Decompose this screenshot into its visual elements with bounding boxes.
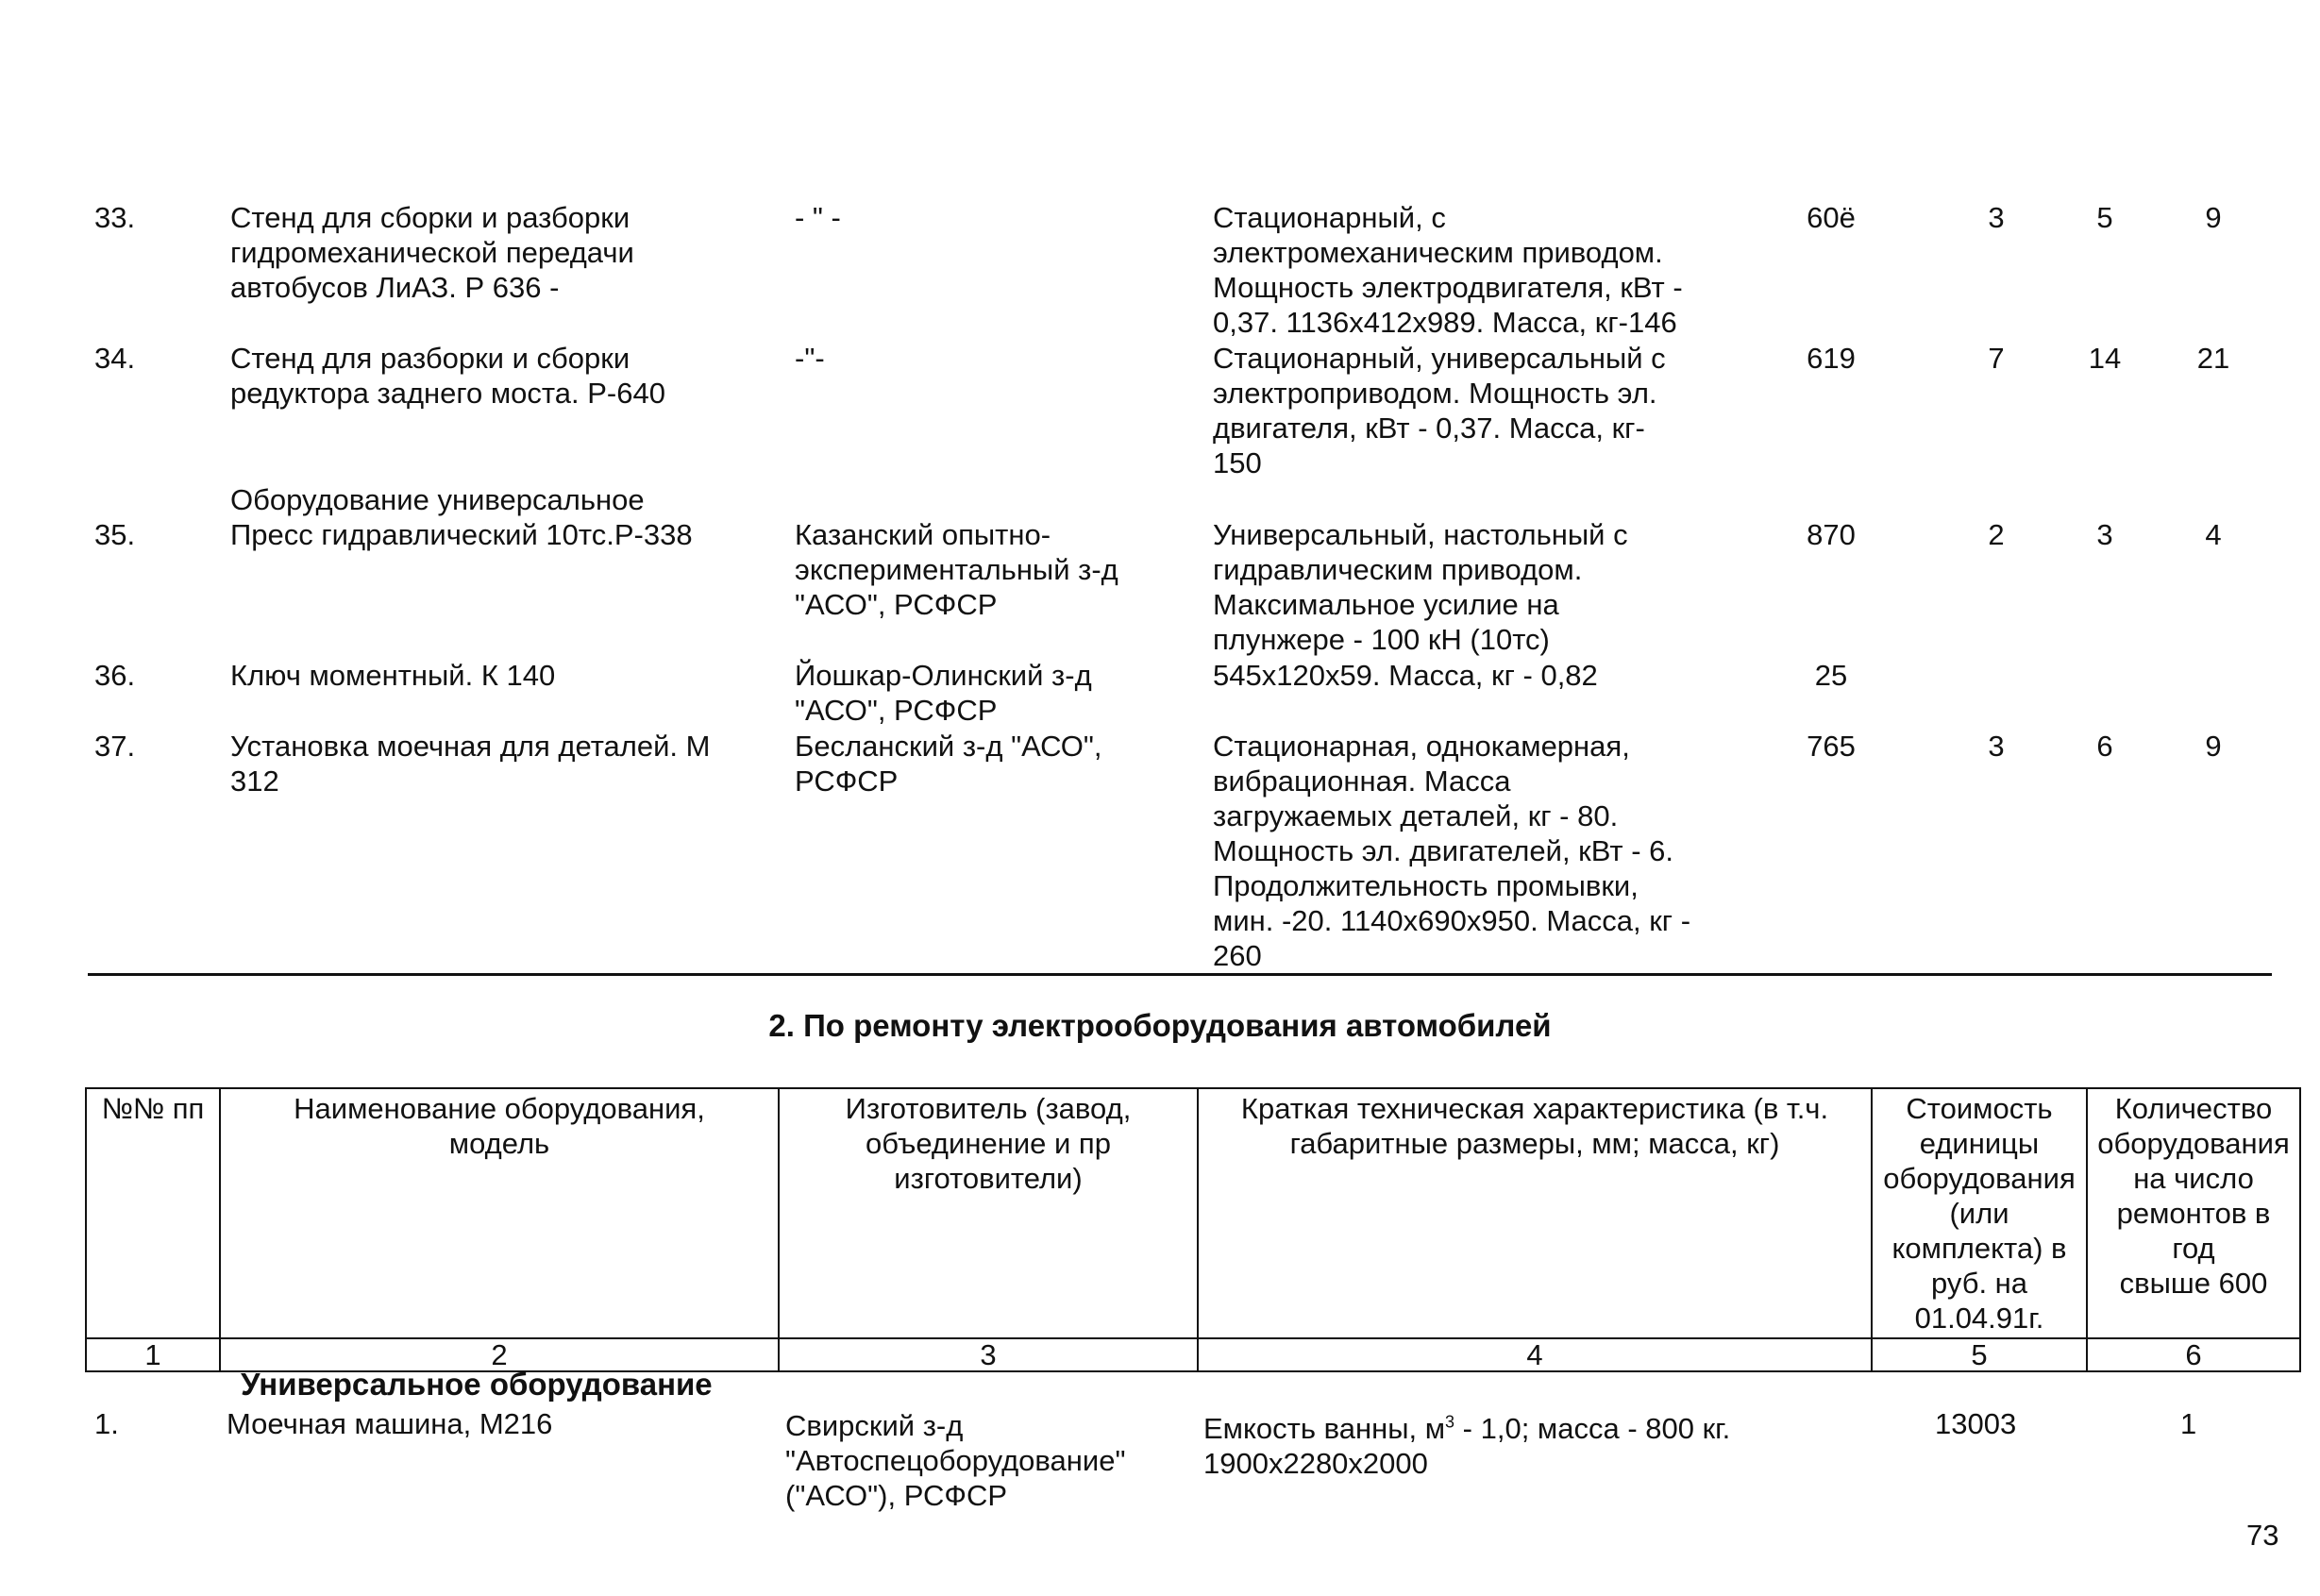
- spec-superscript: 3: [1445, 1412, 1455, 1432]
- section-title: 2. По ремонту электрооборудования автомобилей: [768, 1008, 1552, 1043]
- quantity-2: 6: [2096, 730, 2113, 763]
- manufacturer: Свирский з-д "Автоспецоборудование" ("АСО"), РСФСР: [785, 1409, 1126, 1512]
- row-number: 33.: [94, 201, 136, 234]
- row-number: 36.: [94, 659, 136, 692]
- spec-text: - 1,0; масса - 800 кг. 1900x2280x2000: [1203, 1412, 1731, 1480]
- manufacturer: Казанский опытно- экспериментальный з-д "АСО", РСФСР: [795, 518, 1118, 621]
- unit-cost: 619: [1807, 342, 1856, 375]
- header-manufacturer: Изготовитель (завод, объединение и пр изготовители): [779, 1088, 1198, 1338]
- header-quantity: Количество оборудования на число ремонтов в год свыше 600: [2087, 1088, 2300, 1338]
- equipment-name: Установка моечная для деталей. М 312: [230, 730, 711, 798]
- column-number: 2: [220, 1338, 779, 1371]
- unit-cost: 60ё: [1807, 201, 1856, 234]
- equipment-name: Ключ моментный. К 140: [230, 659, 556, 692]
- quantity-1: 3: [1988, 730, 2005, 763]
- header-specification: Краткая техническая характеристика (в т.ч. габаритные размеры, мм; масса, кг): [1198, 1088, 1872, 1338]
- unit-cost: 870: [1807, 518, 1856, 551]
- quantity-2: 5: [2096, 201, 2113, 234]
- manufacturer: Йошкар-Олинский з-д "АСО", РСФСР: [795, 659, 1092, 727]
- specification: Стационарный, с электромеханическим приводом. Мощность электродвигателя, кВт - 0,37. 1136x412x989. Масса, кг-146: [1213, 201, 1683, 339]
- header-cost: Стоимость единицы оборудования (или комплекта) в руб. на 01.04.91г.: [1872, 1088, 2087, 1338]
- header-name: Наименование оборудования, модель: [220, 1088, 779, 1338]
- quantity-3: 4: [2205, 518, 2222, 551]
- spec-text: Емкость ванны, м: [1203, 1412, 1446, 1445]
- header-row: [86, 1088, 2300, 1338]
- quantity-1: 3: [1988, 201, 2005, 234]
- universal-equipment-heading: Оборудование универсальное: [230, 483, 645, 516]
- column-number: 3: [779, 1338, 1198, 1371]
- equipment-name: Моечная машина, М216: [227, 1407, 553, 1440]
- quantity-2: 14: [2088, 342, 2122, 375]
- unit-cost: 765: [1807, 730, 1856, 763]
- quantity-2: 3: [2096, 518, 2113, 551]
- manufacturer: -"-: [795, 342, 825, 375]
- manufacturer: - " -: [795, 201, 841, 234]
- quantity-3: 9: [2205, 201, 2222, 234]
- page-number: 73: [2246, 1519, 2279, 1552]
- equipment-name: Стенд для разборки и сборки редуктора заднего моста. Р-640: [230, 342, 665, 410]
- row-number: 34.: [94, 342, 136, 375]
- row-number: 35.: [94, 518, 136, 551]
- quantity-3: 9: [2205, 730, 2222, 763]
- row-number: 37.: [94, 730, 136, 763]
- column-number: 5: [1872, 1338, 2087, 1371]
- manufacturer: Бесланский з-д "АСО", РСФСР: [795, 730, 1102, 798]
- unit-cost: 13003: [1935, 1407, 2017, 1440]
- equipment-name: Пресс гидравлический 10тс.Р-338: [230, 518, 693, 551]
- unit-cost: 25: [1814, 659, 1848, 692]
- header-number: №№ пп: [86, 1088, 220, 1338]
- specification: [1203, 1411, 1730, 1481]
- group-title: Универсальное оборудование: [241, 1367, 713, 1402]
- equipment-name: Стенд для сборки и разборки гидромеханической передачи автобусов ЛиАЗ. Р 636 -: [230, 201, 634, 304]
- column-number: 4: [1198, 1338, 1872, 1371]
- column-number: 1: [86, 1338, 220, 1371]
- specification: Стационарная, однокамерная, вибрационная. Масса загружаемых деталей, кг - 80. Мощность эл. двигателей, кВт - 6. Продолжительность промывки, мин. -20. 1140x690x950. Масса, кг - 260: [1213, 730, 1691, 972]
- quantity-1: 7: [1988, 342, 2005, 375]
- quantity: 1: [2180, 1407, 2197, 1440]
- column-number: 6: [2087, 1338, 2300, 1371]
- quantity-3: 21: [2196, 342, 2230, 375]
- specification: Стационарный, универсальный с электроприводом. Мощность эл. двигателя, кВт - 0,37. Масса, кг- 150: [1213, 342, 1666, 479]
- section-divider: [88, 973, 2272, 976]
- equipment-table-header: [85, 1087, 2301, 1372]
- specification: 545x120x59. Масса, кг - 0,82: [1213, 659, 1598, 692]
- row-number: 1.: [94, 1407, 119, 1440]
- specification: Универсальный, настольный с гидравлическим приводом. Максимальное усилие на плунжере - 100 кН (10тс): [1213, 518, 1628, 656]
- quantity-1: 2: [1988, 518, 2005, 551]
